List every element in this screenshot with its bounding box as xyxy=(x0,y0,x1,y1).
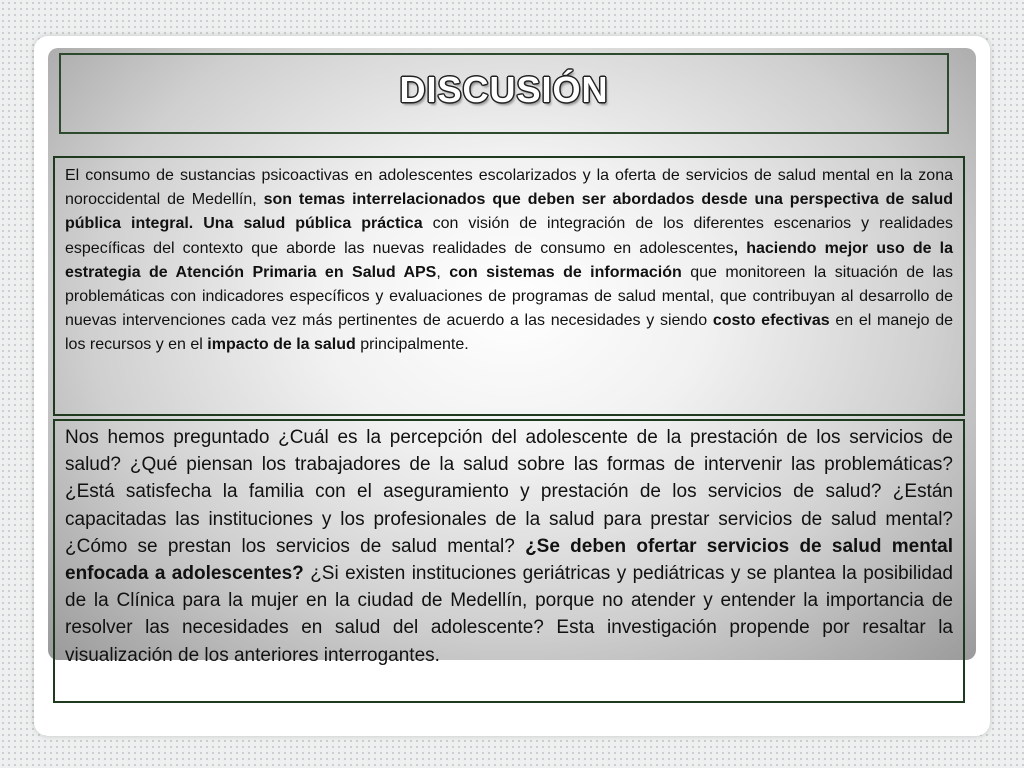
title-box xyxy=(59,53,949,134)
paragraph-box-consumo xyxy=(53,156,965,416)
paragraph-box-preguntas xyxy=(53,419,965,703)
text-span: que monitoreen la situación de las problemáticas con indicadores específicos y evaluaciones de programas de salud mental, que contribuyan al desarrollo de nuevas intervenciones cada vez más pertinentes de acuerdo a las necesidades y siendo xyxy=(65,263,953,330)
bold-text-span: son temas interrelacionados que deben ser abordados desde una perspectiva de salud pública integral. Una salud pública práctica xyxy=(65,191,953,233)
text-span: ¿Si existen instituciones geriátricas y pediátricas y se plantea la posibilidad de la Clínica para la mujer en la ciudad de Medellín, porque no atender y entender la importancia de resolver las necesidades en salud del adolescente? Esta investigación propende por resaltar la visualización de los anteriores interrogantes. xyxy=(65,563,953,666)
bold-text-span: impacto de la salud xyxy=(207,336,356,354)
text-span: principalmente. xyxy=(355,336,469,354)
bold-text-span: costo efectivas xyxy=(712,312,830,330)
paragraph-preguntas xyxy=(65,424,953,669)
paragraph-consumo xyxy=(65,164,953,358)
bold-text-span: , haciendo mejor uso de la estrategia de Atención Primaria en Salud APS xyxy=(65,239,954,281)
text-span: en el manejo de los recursos y en el xyxy=(65,312,954,354)
text-span: con visión de integración de los diferentes escenarios y realidades específicas del contexto que aborde las nuevas realidades de consumo en adolescentes xyxy=(65,215,953,257)
slide-title: DISCUSIÓN xyxy=(399,69,609,110)
text-span: Nos hemos preguntado ¿Cuál es la percepción del adolescente de la prestación de los servicios de salud? ¿Qué piensan los trabajadores de la salud sobre las formas de intervenir las problemáticas? ¿Está satisfecha la familia con el aseguramiento y prestación de los servicios de salud? ¿Están capacitadas las instituciones y los profesionales de la salud para prestar servicios de salud mental?¿Cómo se prestan los servicios de salud mental? xyxy=(65,427,953,557)
bold-text-span: con sistemas de información xyxy=(449,263,682,281)
text-span: El consumo de sustancias psicoactivas en adolescentes escolarizados y la oferta de servicios de salud mental en la zona noroccidental de Medellín, xyxy=(65,167,953,209)
bold-text-span: ¿Se deben ofertar servicios de salud mental enfocada a adolescentes? xyxy=(65,535,953,585)
text-span: , xyxy=(436,263,450,281)
